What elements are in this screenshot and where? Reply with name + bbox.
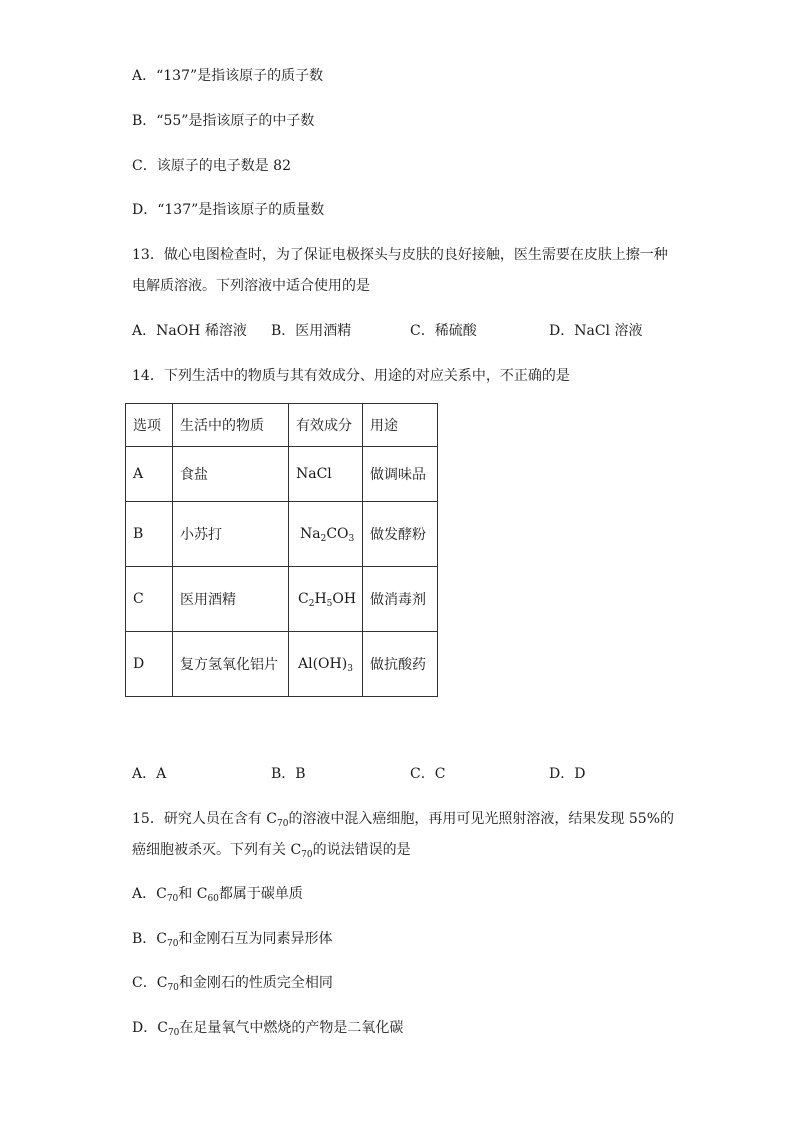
cell-option: A: [126, 447, 173, 502]
q14-option-a: A．A: [132, 766, 167, 782]
q12-option-b: B．“55”是指该原子的中子数: [132, 113, 315, 129]
q14-option-c: C．C: [410, 766, 446, 782]
q14-option-b: B．B: [271, 766, 306, 782]
cell-component: $Al(OH)_3$: [289, 632, 363, 697]
cell-component: $Na_2CO_3$: [289, 502, 363, 567]
q12-option-c: C．该原子的电子数是 82: [132, 158, 291, 174]
q15-option-c: C．$C_{70}$和金刚石的性质完全相同: [132, 975, 333, 993]
q15-option-b: B．$C_{70}$和金刚石互为同素异形体: [132, 931, 333, 949]
table-row: [126, 632, 438, 697]
q13-stem-line1: 13．做心电图检查时，为了保证电极探头与皮肤的良好接触，医生需要在皮肤上擦一种: [132, 247, 668, 263]
cell-use: 做抗酸药: [363, 632, 438, 697]
q12-option-a: A．“137”是指该原子的质子数: [132, 68, 324, 84]
q13-option-d: D．NaCl 溶液: [549, 323, 643, 339]
cell-use: 做发酵粉: [363, 502, 438, 567]
q13-option-a: A．NaOH 稀溶液: [132, 323, 247, 339]
q13-option-b: B．医用酒精: [271, 323, 352, 339]
table-row: [126, 567, 438, 632]
q15-option-d: D．$C_{70}$在足量氧气中燃烧的产物是二氧化碳: [132, 1020, 404, 1038]
cell-substance: 复方氢氧化铝片: [173, 632, 289, 697]
table-row: [126, 447, 438, 502]
cell-substance: 医用酒精: [173, 567, 289, 632]
header-component: 有效成分: [289, 404, 363, 447]
cell-option: C: [126, 567, 173, 632]
cell-component: $C_2H_5OH$: [289, 567, 363, 632]
cell-use: 做调味品: [363, 447, 438, 502]
cell-substance: 食盐: [173, 447, 289, 502]
header-use: 用途: [363, 404, 438, 447]
cell-component: NaCl: [289, 447, 363, 502]
cell-option: D: [126, 632, 173, 697]
q14-stem: 14．下列生活中的物质与其有效成分、用途的对应关系中，不正确的是: [132, 368, 570, 384]
header-substance: 生活中的物质: [173, 404, 289, 447]
header-option: 选项: [126, 404, 173, 447]
q14-option-d: D．D: [549, 766, 586, 782]
cell-substance: 小苏打: [173, 502, 289, 567]
q14-table: [125, 403, 438, 697]
table-row: [126, 502, 438, 567]
q15-option-a: A．$C_{70}$和 $C_{60}$都属于碳单质: [132, 886, 303, 904]
cell-use: 做消毒剂: [363, 567, 438, 632]
q12-option-d: D．“137”是指该原子的质量数: [132, 202, 325, 218]
q13-stem-line2: 电解质溶液。下列溶液中适合使用的是: [132, 278, 370, 294]
q15-stem-line2: 癌细胞被杀灭。下列有关 $C_{70}$的说法错误的是: [132, 842, 411, 860]
q13-option-c: C．稀硫酸: [410, 323, 477, 339]
table-header-row: [126, 404, 438, 447]
q15-stem-line1: 15．研究人员在含有 $C_{70}$的溶液中混入癌细胞，再用可见光照射溶液，结果发现 55%的: [132, 811, 675, 829]
cell-option: B: [126, 502, 173, 567]
